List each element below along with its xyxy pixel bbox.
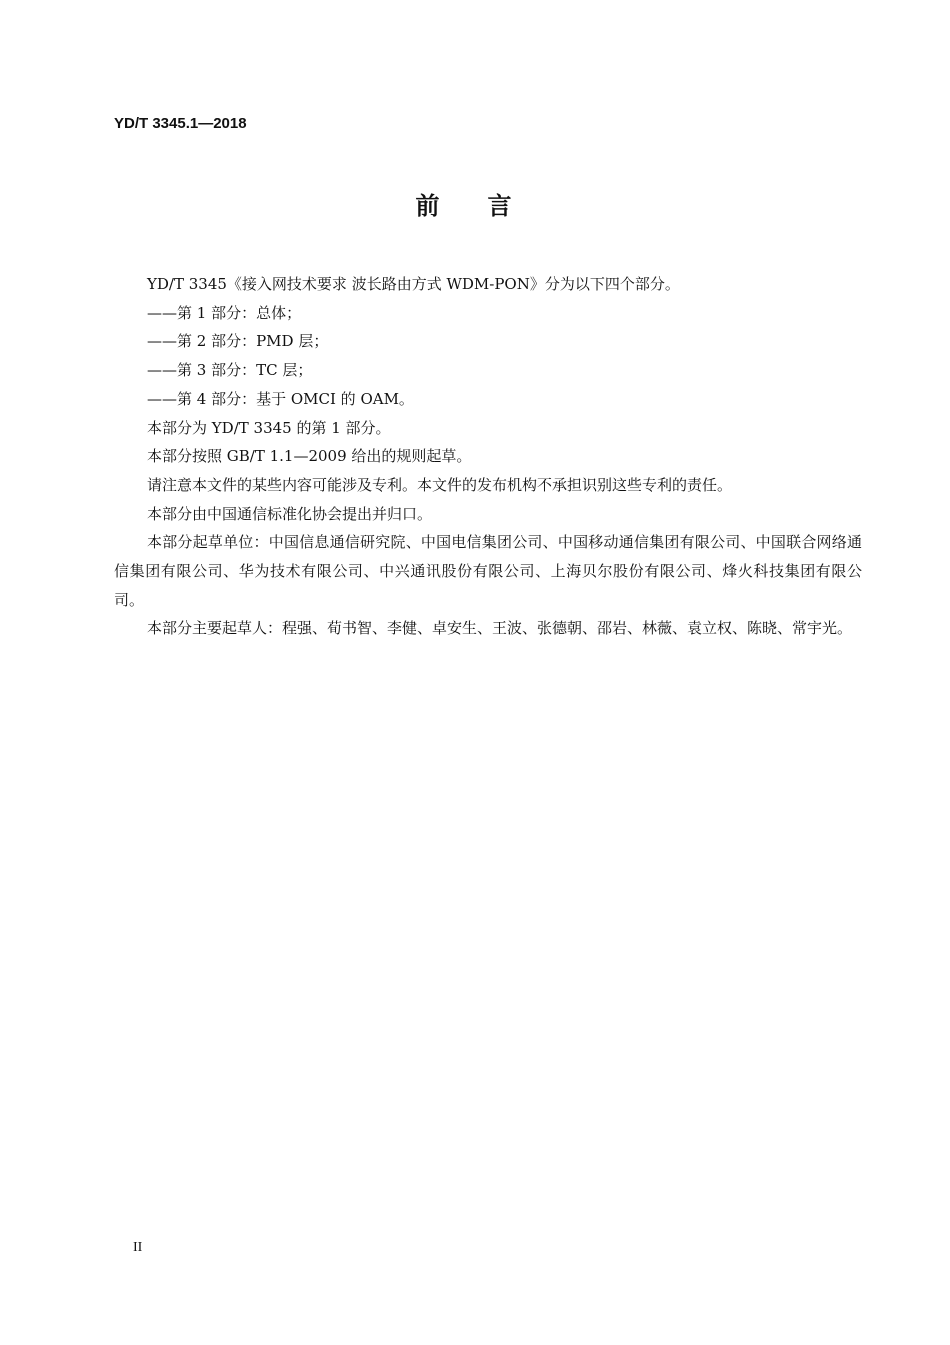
intro-paragraph: YD/T 3345《接入网技术要求 波长路由方式 WDM-PON》分为以下四个部分。 — [147, 275, 680, 293]
part-list-item: ——第 2 部分：PMD 层； — [147, 332, 329, 351]
drafting-units-paragraph: 本部分起草单位：中国信息通信研究院、中国电信集团公司、中国移动通信集团有限公司、中国联合网络通信集团有限公司、华为技术有限公司、中兴通讯股份有限公司、上海贝尔股份有限公司、烽火科技集团有限公司。 — [114, 533, 862, 609]
part-list-item: ——第 4 部分：基于 OMCI 的 OAM。 — [147, 389, 414, 408]
drafters-paragraph: 本部分主要起草人：程强、荀书智、李健、卓安生、王波、张德朝、邵岩、林薇、袁立权、陈晓、常宇光。 — [147, 619, 853, 638]
part-list-item: ——第 1 部分：总体； — [147, 303, 302, 322]
page-title: 前言 — [415, 191, 560, 220]
foreword-body — [114, 270, 862, 643]
part-list-item: ——第 3 部分：TC 层； — [147, 361, 313, 380]
page-number: II — [133, 1240, 143, 1255]
paragraph: 请注意本文件的某些内容可能涉及专利。本文件的发布机构不承担识别这些专利的责任。 — [147, 475, 733, 494]
paragraph: 本部分为 YD/T 3345 的第 1 部分。 — [147, 418, 391, 437]
document-number: YD/T 3345.1—2018 — [114, 115, 247, 132]
paragraph: 本部分按照 GB/T 1.1—2009 给出的规则起草。 — [147, 447, 472, 466]
paragraph: 本部分由中国通信标准化协会提出并归口。 — [147, 504, 433, 523]
